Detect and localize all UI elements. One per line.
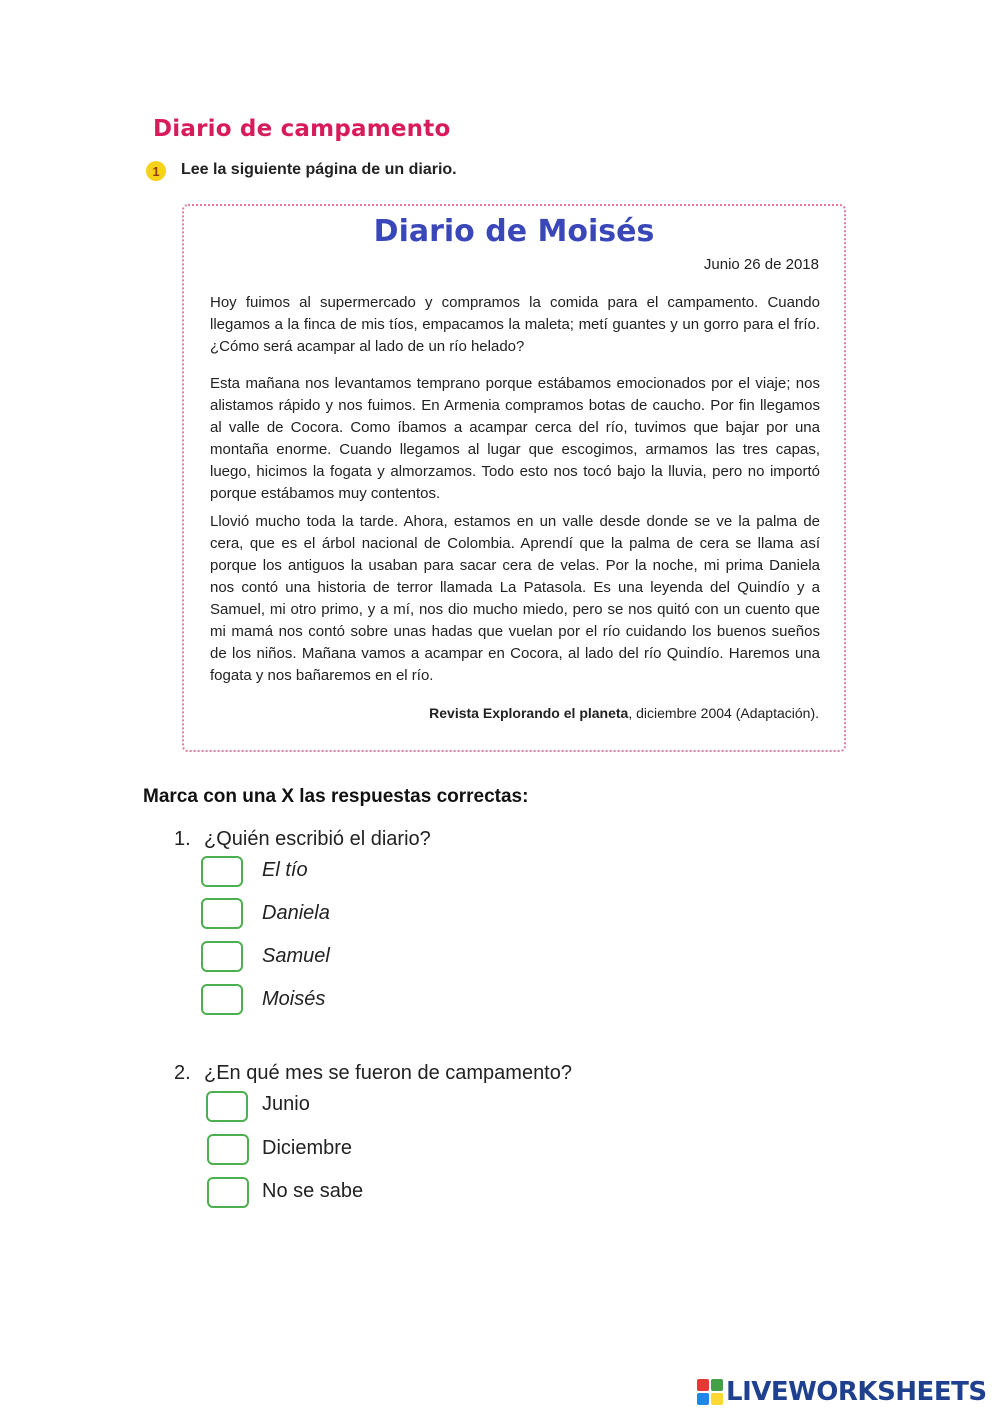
answer-checkbox[interactable] [201, 984, 243, 1015]
answer-checkbox[interactable] [201, 856, 243, 887]
answer-checkbox[interactable] [207, 1177, 249, 1208]
task-instruction: Marca con una X las respuestas correctas: [143, 786, 529, 807]
question-text: ¿Quién escribió el diario? [204, 828, 431, 850]
diary-title: Diario de Moisés [373, 214, 655, 249]
answer-option: Samuel [262, 945, 330, 967]
diary-paragraph-1: Hoy fuimos al supermercado y compramos la comida para el campamento. Cuando llegamos a la finca de mis tíos, empacamos la maleta; metí guantes y un gorro para el frío. ¿Cómo será acampar al lado de un río helado? [210, 294, 820, 355]
answer-option: Moisés [262, 988, 326, 1010]
answer-checkbox[interactable] [201, 941, 243, 972]
section-title: Diario de campamento [153, 116, 451, 142]
question-text: ¿En qué mes se fueron de campamento? [204, 1062, 572, 1084]
answer-checkbox[interactable] [207, 1134, 249, 1165]
answer-option: Junio [262, 1093, 310, 1115]
answer-option: Diciembre [262, 1137, 353, 1159]
answer-option: Daniela [262, 902, 330, 924]
liveworksheets-logo [697, 1377, 987, 1407]
answer-option: No se sabe [262, 1180, 364, 1202]
diary-date: Junio 26 de 2018 [703, 256, 819, 273]
logo-mark-icon [697, 1379, 723, 1405]
diary-source-title: Revista Explorando el planeta [429, 705, 629, 721]
logo-text: LIVEWORKSHEETS [726, 1377, 987, 1407]
question-2 [174, 1062, 572, 1085]
question-number: 1. [174, 828, 191, 850]
diary-source [429, 705, 819, 721]
answer-checkbox[interactable] [206, 1091, 248, 1122]
answer-option: El tío [262, 859, 308, 881]
step-number-badge: 1 [146, 161, 166, 181]
instruction-text: Lee la siguiente página de un diario. [181, 161, 457, 178]
diary-paragraph-3: Llovió mucho toda la tarde. Ahora, estamos en un valle desde donde se ve la palma de cera, que es el árbol nacional de Colombia. Aprendí que la palma de cera se llama así porque los antiguos la usaban para sacar cera de velas. Por la noche, mi prima Daniela nos contó una historia de terror llamada La Patasola. Es una leyenda del Quindío y a Samuel, mi otro primo, y a mí, nos dio mucho miedo, pero se nos quitó con un cuento que mi mamá nos contó sobre unas hadas que vuelan por el río cuidando los buenos sueños de los niños. Mañana vamos a acampar en Cocora, al lado del río Quindío. Haremos una fogata y nos bañaremos en el río. [210, 513, 820, 684]
answer-checkbox[interactable] [201, 898, 243, 929]
question-1 [174, 828, 431, 851]
diary-source-detail: , diciembre 2004 (Adaptación). [628, 705, 819, 721]
question-number: 2. [174, 1062, 191, 1084]
diary-paragraph-2: Esta mañana nos levantamos temprano porque estábamos emocionados por el viaje; nos alistamos rápido y nos fuimos. En Armenia compramos botas de caucho. Por fin llegamos al valle de Cocora. Como íbamos a acampar cerca del río, tuvimos que bajar por una montaña enorme. Cuando llegamos al lugar que escogimos, armamos las tres capas, luego, hicimos la fogata y almorzamos. Todo esto nos tocó bajo la lluvia, pero no importó porque estábamos muy contentos. [210, 375, 820, 502]
